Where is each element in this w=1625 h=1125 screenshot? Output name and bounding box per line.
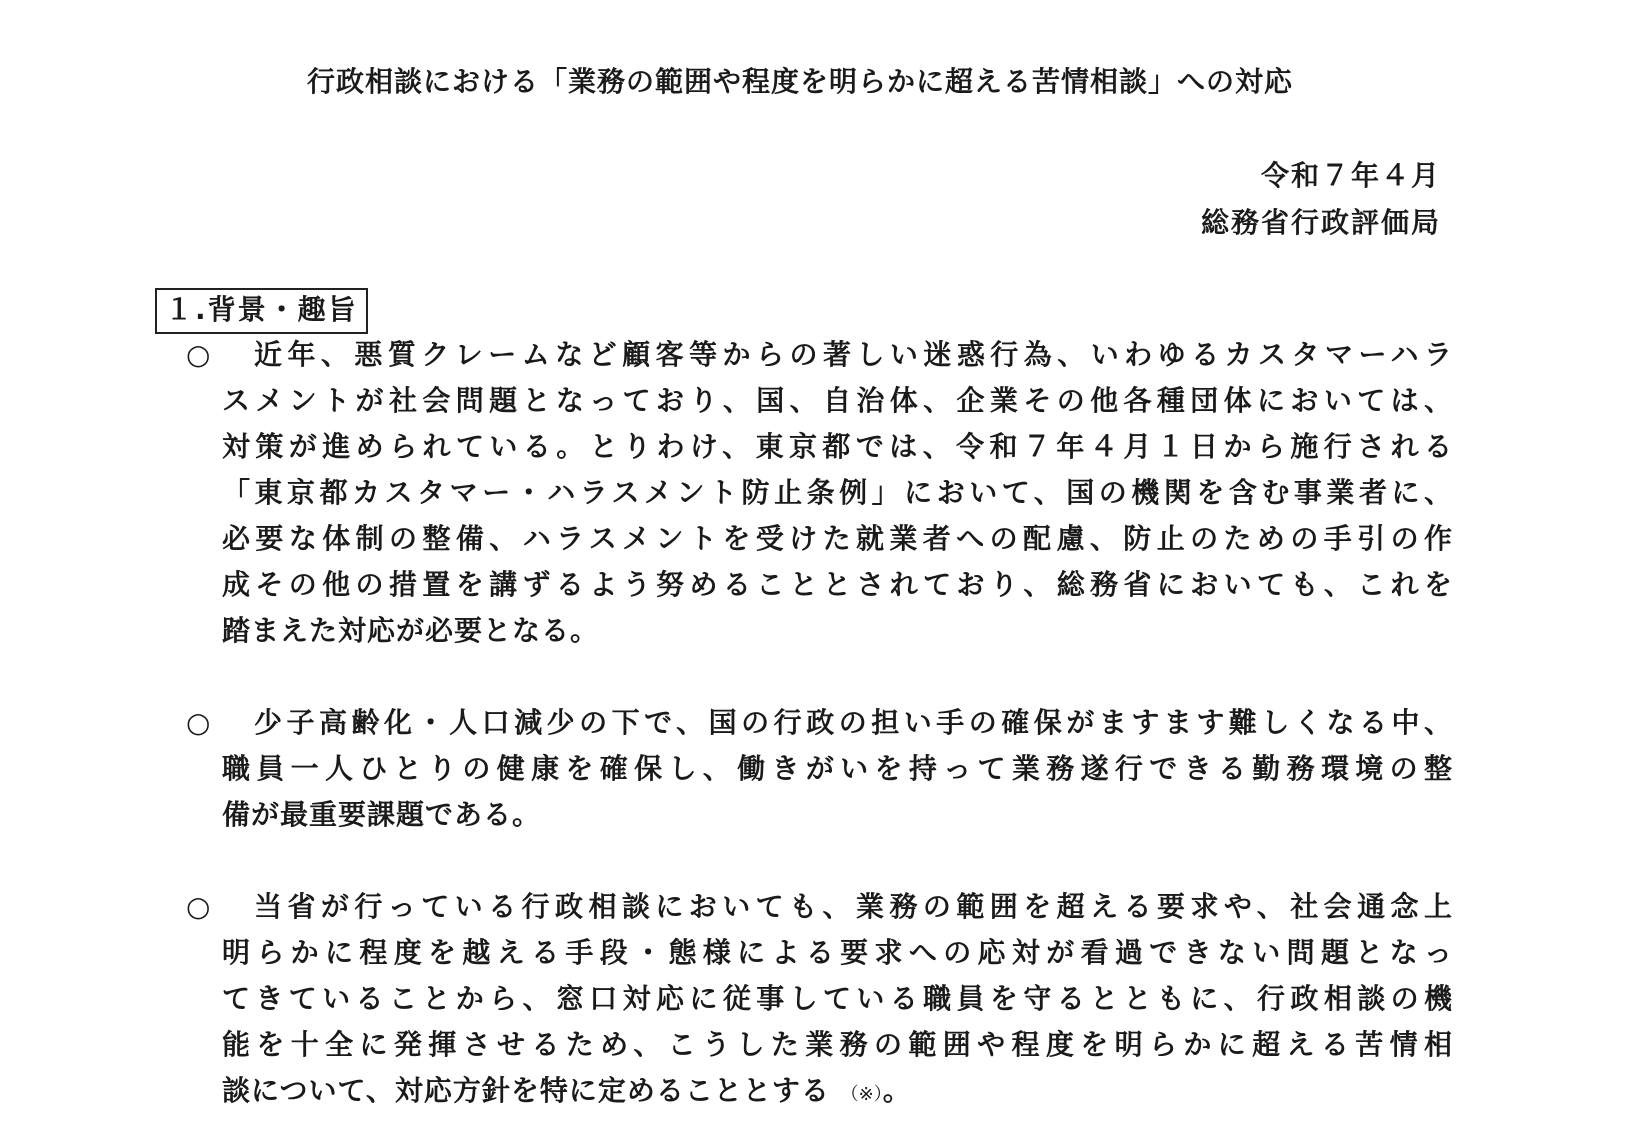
paragraph-policy	[186, 884, 1452, 1114]
paragraph-last-line	[186, 1068, 1452, 1114]
paragraph-line: 「東京都カスタマー・ハラスメント防止条例」において、国の機関を含む事業者に、	[222, 476, 1452, 509]
footnote-marker: （※）	[840, 1084, 883, 1105]
paragraph-line: 対策が進められている。とりわけ、東京都では、令和７年４月１日から施行される	[222, 430, 1452, 463]
paragraph-line: 明らかに程度を越える手段・態様による要求への応対が看過できない問題となっ	[222, 936, 1452, 969]
bullet-circle-icon: ○	[186, 706, 211, 739]
document-issuer: 総務省行政評価局	[1200, 206, 1441, 239]
document-date: 令和７年４月	[1260, 159, 1441, 192]
paragraph-line: てきていることから、窓口対応に従事している職員を守るとともに、行政相談の機	[222, 982, 1452, 1015]
paragraph-background	[186, 332, 1452, 654]
paragraph-line: 職員一人ひとりの健康を確保し、働きがいを持って業務遂行できる勤務環境の整	[222, 752, 1452, 785]
paragraph-line: 踏まえた対応が必要となる。	[222, 614, 600, 647]
bullet-circle-icon: ○	[186, 890, 211, 923]
paragraph-line: 近年、悪質クレームなど顧客等からの著しい迷惑行為、いわゆるカスタマーハラ	[254, 338, 1452, 371]
paragraph-line: 少子高齢化・人口減少の下で、国の行政の担い手の確保がますます難しくなる中、	[254, 706, 1452, 739]
sentence-end: 。	[882, 1074, 912, 1107]
paragraph-line: 能を十全に発揮させるため、こうした業務の範囲や程度を明らかに超える苦情相	[222, 1028, 1452, 1061]
document-meta	[1201, 152, 1441, 246]
paragraph-line: 当省が行っている行政相談においても、業務の範囲を超える要求や、社会通念上	[254, 890, 1452, 923]
section-heading: １.背景・趣旨	[155, 288, 368, 334]
paragraph-workforce	[186, 700, 1452, 838]
paragraph-line-text: 談について、対応方針を特に定めることとする	[222, 1074, 830, 1107]
bullet-circle-icon: ○	[186, 338, 211, 371]
document-title: 行政相談における「業務の範囲や程度を明らかに超える苦情相談」への対応	[306, 65, 1293, 98]
paragraph-line: 必要な体制の整備、ハラスメントを受けた就業者への配慮、防止のための手引の作	[222, 522, 1452, 555]
paragraph-line: 成その他の措置を講ずるよう努めることとされており、総務省においても、これを	[222, 568, 1452, 601]
paragraph-line: 備が最重要課題である。	[222, 798, 542, 831]
paragraph-line: スメントが社会問題となっており、国、自治体、企業その他各種団体においては、	[222, 384, 1452, 417]
